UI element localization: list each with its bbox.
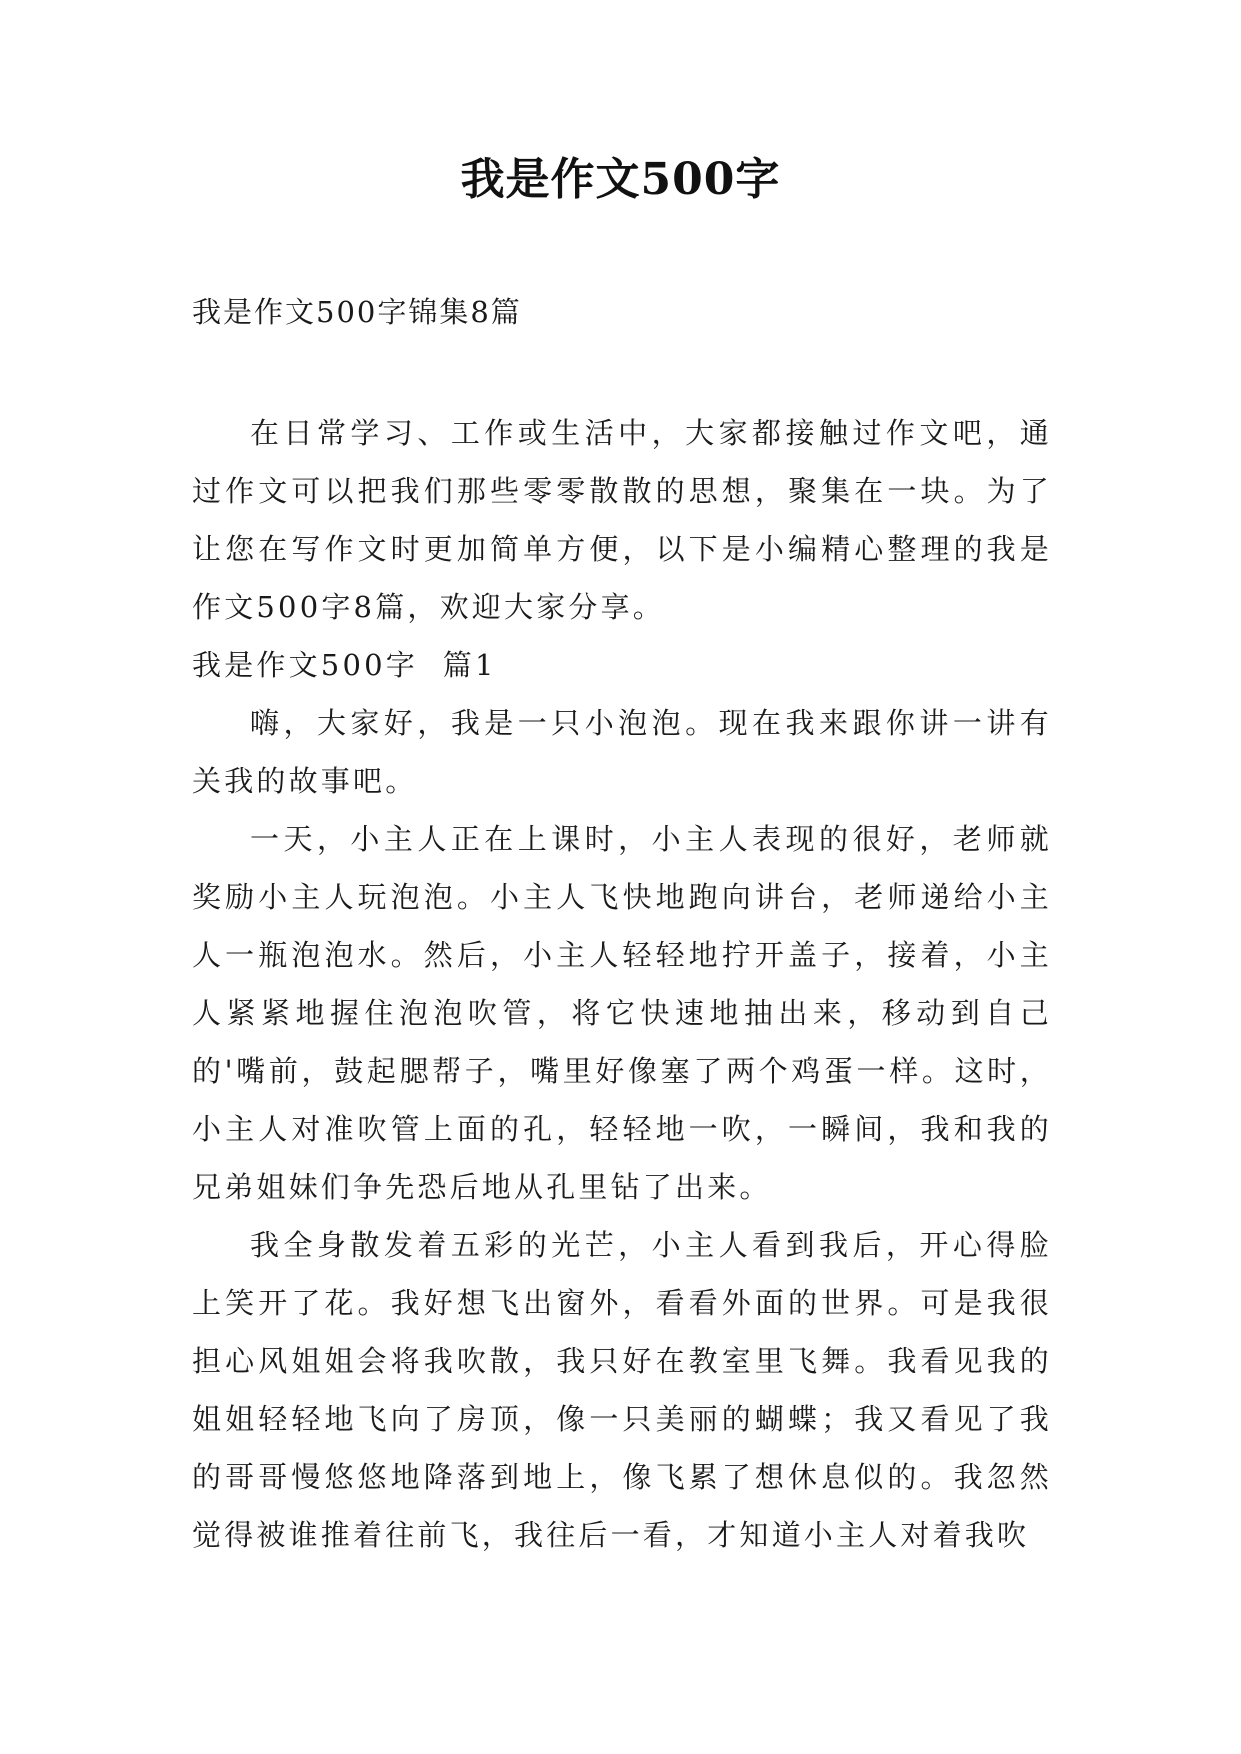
intro-paragraph: 在日常学习、工作或生活中，大家都接触过作文吧，通过作文可以把我们那些零零散散的思想，聚集在一块。为了让您在写作文时更加简单方便，以下是小编精心整理的我是作文500字8篇，欢迎大家分享。 <box>192 416 1052 624</box>
document-body <box>192 404 1052 1564</box>
body-paragraph-1: 嗨，大家好，我是一只小泡泡。现在我来跟你讲一讲有关我的故事吧。 <box>192 706 1052 798</box>
document-subtitle: 我是作文500字锦集8篇 <box>192 295 522 329</box>
body-paragraph-3: 我全身散发着五彩的光芒，小主人看到我后，开心得脸上笑开了花。我好想飞出窗外，看看外面的世界。可是我很担心风姐姐会将我吹散，我只好在教室里飞舞。我看见我的姐姐轻轻地飞向了房顶，像一只美丽的蝴蝶；我又看见了我的哥哥慢悠悠地降落到地上，像飞累了想休息似的。我忽然觉得被谁推着往前飞，我往后一看，才知道小主人对着我吹 <box>192 1228 1052 1552</box>
body-paragraph-2: 一天，小主人正在上课时，小主人表现的很好，老师就奖励小主人玩泡泡。小主人飞快地跑向讲台，老师递给小主人一瓶泡泡水。然后，小主人轻轻地拧开盖子，接着，小主人紧紧地握住泡泡吹管，将它快速地抽出来，移动到自己的'嘴前，鼓起腮帮子，嘴里好像塞了两个鸡蛋一样。这时，小主人对准吹管上面的孔，轻轻地一吹，一瞬间，我和我的兄弟姐妹们争先恐后地从孔里钻了出来。 <box>192 822 1052 1204</box>
section-heading: 我是作文500字 篇1 <box>192 648 497 682</box>
document-title: 我是作文500字 <box>460 154 781 205</box>
